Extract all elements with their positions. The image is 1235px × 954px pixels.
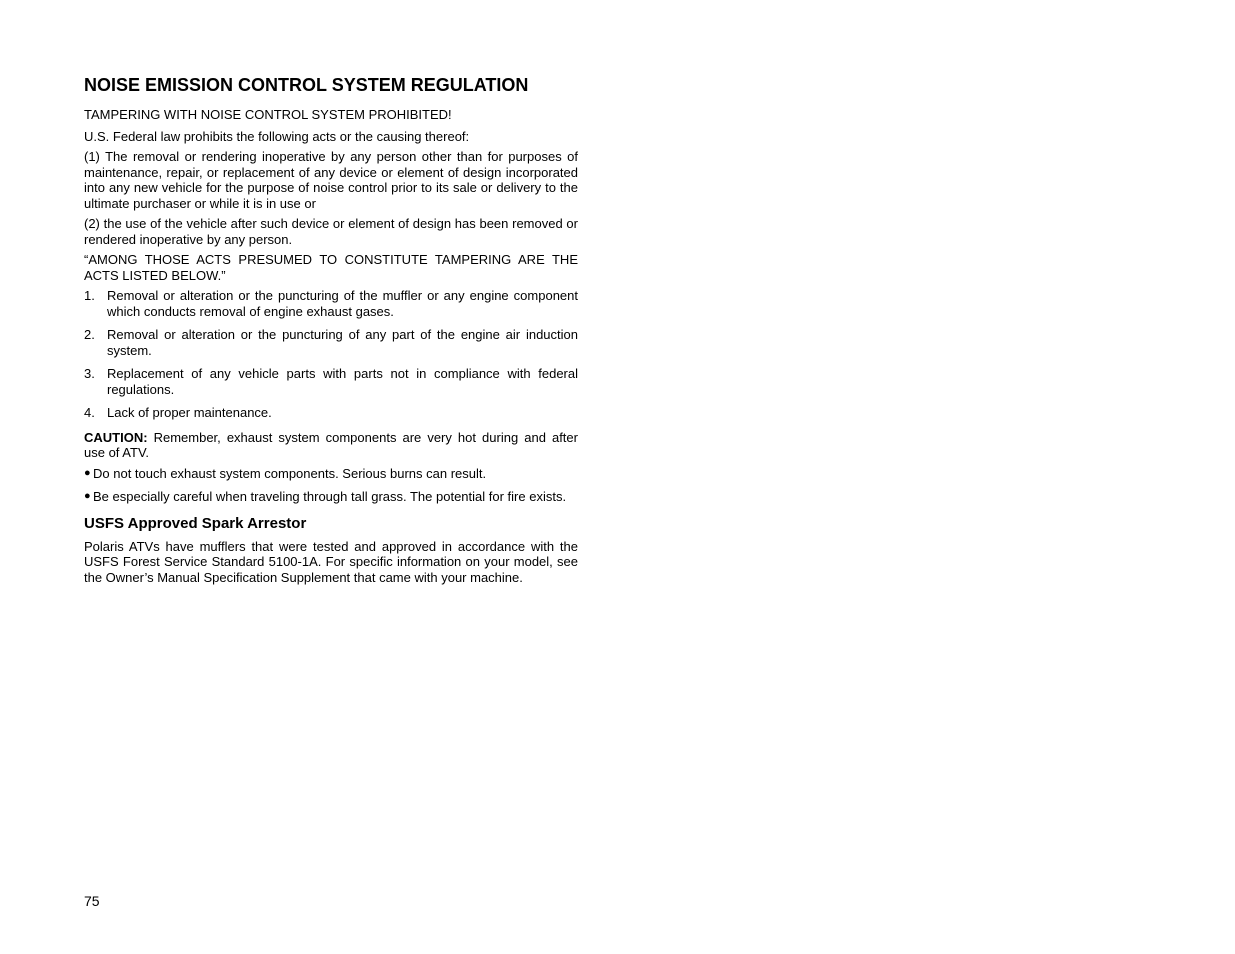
list-item	[84, 288, 578, 319]
bullet-text: Do not touch exhaust system components. Serious burns can result.	[93, 465, 487, 481]
caution-paragraph	[84, 430, 578, 461]
list-item	[84, 405, 578, 421]
clause-2-paragraph: (2) the use of the vehicle after such device or element of design has been removed or rendered inoperative by any person.	[84, 216, 578, 247]
list-item	[84, 366, 578, 397]
list-item	[84, 327, 578, 358]
tampering-acts-list	[84, 288, 578, 421]
section-title: NOISE EMISSION CONTROL SYSTEM REGULATION	[84, 75, 529, 95]
list-item-number: 3.	[84, 366, 95, 381]
list-item-text: Removal or alteration or the puncturing of the muffler or any engine component which conducts removal of engine exhaust gases.	[107, 288, 578, 319]
caution-text: Remember, exhaust system components are very hot during and after use of ATV.	[84, 429, 578, 460]
bullet-icon: ●	[84, 490, 91, 502]
spark-arrestor-paragraph: Polaris ATVs have mufflers that were tested and approved in accordance with the USFS Forest Service Standard 5100-1A. For specific information on your model, see the Owner’s Manual Specification Supplement that came with your machine.	[84, 538, 578, 585]
page-number: 75	[84, 893, 100, 909]
bullet-item	[84, 489, 578, 505]
page-content	[84, 74, 578, 590]
acts-presumed-paragraph: “AMONG THOSE ACTS PRESUMED TO CONSTITUTE TAMPERING ARE THE ACTS LISTED BELOW.”	[84, 252, 578, 283]
bullet-item	[84, 466, 578, 482]
subsection-title: USFS Approved Spark Arrestor	[84, 514, 307, 532]
clause-1-paragraph: (1) The removal or rendering inoperative by any person other than for purposes of maintenance, repair, or replacement of any device or element of design incorporated into any new vehicle for the purpose of noise control prior to its sale or delivery to the ultimate purchaser or while it is in use or	[84, 149, 578, 211]
list-item-text: Replacement of any vehicle parts with parts not in compliance with federal regulations.	[107, 366, 578, 397]
bullet-icon: ●	[84, 466, 91, 479]
caution-label: CAUTION:	[84, 429, 148, 445]
federal-law-paragraph: U.S. Federal law prohibits the following acts or the causing thereof:	[84, 128, 470, 144]
tampering-heading: TAMPERING WITH NOISE CONTROL SYSTEM PROHIBITED!	[84, 107, 452, 122]
bullet-text: Be especially careful when traveling through tall grass. The potential for fire exists.	[93, 489, 567, 504]
list-item-text: Removal or alteration or the puncturing of any part of the engine air induction system.	[107, 327, 578, 358]
list-item-number: 2.	[84, 327, 95, 342]
list-item-number: 4.	[84, 405, 95, 420]
list-item-number: 1.	[84, 288, 95, 303]
list-item-text: Lack of proper maintenance.	[107, 405, 272, 420]
